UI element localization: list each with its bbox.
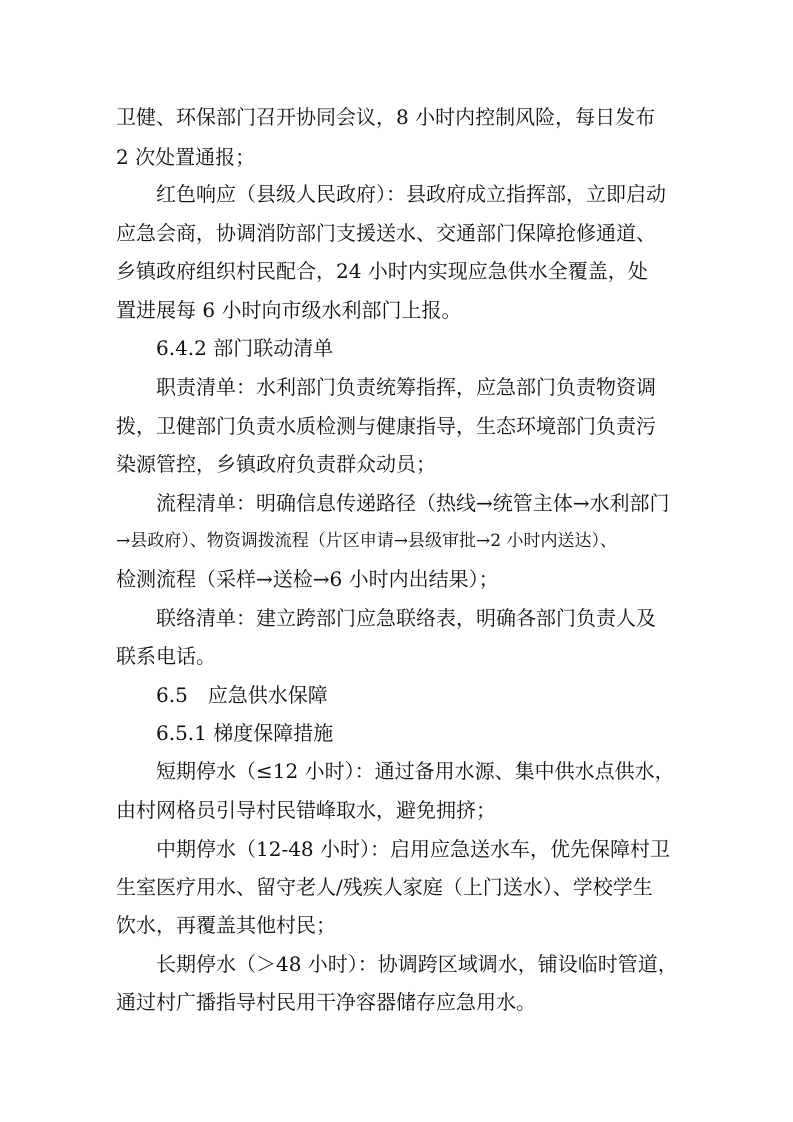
body-text-line: 乡镇政府组织村民配合，24 小时内实现应急供水全覆盖，处 [116, 259, 648, 283]
section-heading-6-5: 6.5 应急供水保障 [156, 683, 328, 707]
paragraph-medium-outage-line: 中期停水（12-48 小时）：启用应急送水车，优先保障村卫 [156, 837, 671, 861]
body-text-line: 联系电话。 [116, 644, 216, 668]
paragraph-responsibility-list-line: 职责清单：水利部门负责统筹指挥，应急部门负责物资调 [156, 375, 656, 399]
paragraph-process-list-line: 流程清单：明确信息传递路径（热线→统管主体→水利部门 [156, 491, 670, 515]
body-text-line: 应急会商，协调消防部门支援送水、交通部门保障抢修通道、 [116, 221, 656, 245]
section-heading-6-4-2: 6.4.2 部门联动清单 [156, 336, 334, 360]
paragraph-short-outage-line: 短期停水（≤12 小时）：通过备用水源、集中供水点供水， [156, 759, 675, 783]
body-text-line: 通过村广播指导村民用干净容器储存应急用水。 [116, 990, 536, 1014]
body-text-line: 检测流程（采样→送检→6 小时内出结果）； [116, 567, 499, 591]
body-text-line: 置进展每 6 小时向市级水利部门上报。 [116, 298, 462, 322]
body-text-line: →县政府）、物资调拨流程（片区申请→县级审批→2 小时内送达）、 [116, 531, 617, 551]
body-text-line: 由村网格员引导村民错峰取水，避免拥挤； [116, 798, 496, 822]
body-text-line: 2 次处置通报； [116, 145, 256, 169]
section-heading-6-5-1: 6.5.1 梯度保障措施 [156, 721, 334, 745]
body-text-line: 染源管控，乡镇政府负责群众动员； [116, 452, 436, 476]
body-text-line: 卫健、环保部门召开协同会议，8 小时内控制风险，每日发布 [116, 105, 656, 129]
paragraph-red-response-line: 红色响应（县级人民政府）：县政府成立指挥部，立即启动 [156, 182, 666, 206]
body-text-line: 拨，卫健部门负责水质检测与健康指导，生态环境部门负责污 [116, 414, 656, 438]
body-text-line: 饮水，再覆盖其他村民； [116, 913, 336, 937]
paragraph-contact-list-line: 联络清单：建立跨部门应急联络表，明确各部门负责人及 [156, 606, 656, 630]
body-text-line: 生室医疗用水、留守老人/残疾人家庭（上门送水）、学校学生 [116, 875, 653, 899]
paragraph-long-outage-line: 长期停水（＞48 小时）：协调跨区域调水，铺设临时管道， [156, 952, 678, 976]
